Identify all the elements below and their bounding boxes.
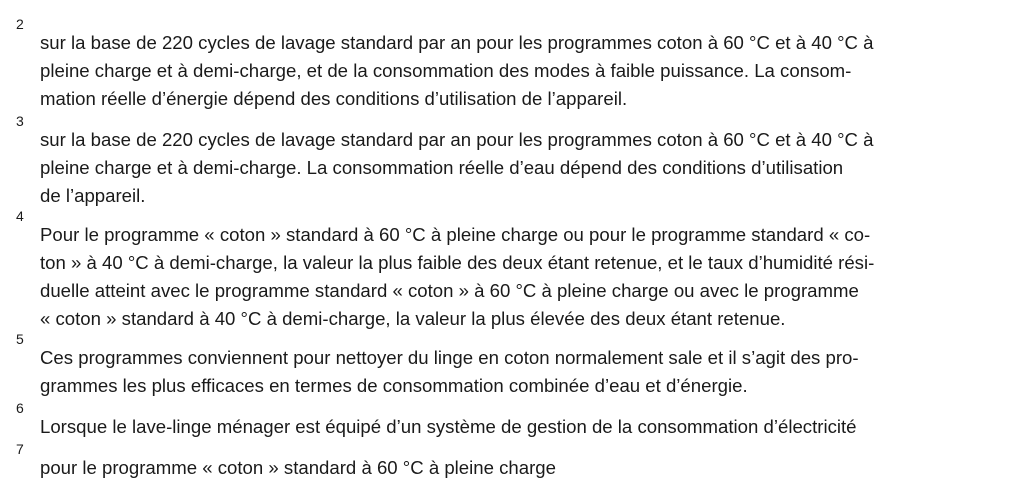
footnote-text <box>40 413 1002 441</box>
footnote-line: Lorsque le lave-linge ménager est équipé d’un système de gestion de la consommation d’électricité <box>40 416 857 437</box>
footnote-line: mation réelle d’énergie dépend des conditions d’utilisation de l’appareil. <box>40 88 628 109</box>
footnote-line: pour le programme « coton » standard à 60 °C à pleine charge <box>40 457 556 478</box>
footnote-number: 4 <box>16 208 24 224</box>
footnote-number: 2 <box>16 16 24 32</box>
footnote-line: « coton » standard à 40 °C à demi-charge, la valeur la plus élevée des deux étant retenue. <box>40 308 786 329</box>
footnote-line: de l’appareil. <box>40 185 146 206</box>
footnote-text <box>40 126 1002 210</box>
footnote-number: 7 <box>16 441 24 457</box>
footnote-text <box>40 221 1002 333</box>
footnote-line: pleine charge et à demi-charge, et de la consommation des modes à faible puissance. La consom- <box>40 60 852 81</box>
footnote-line: sur la base de 220 cycles de lavage standard par an pour les programmes coton à 60 °C et à 40 °C à <box>40 32 874 53</box>
footnote-text <box>40 29 1002 113</box>
footnote-text <box>40 454 1002 482</box>
footnote-line: duelle atteint avec le programme standard « coton » à 60 °C à pleine charge ou avec le programme <box>40 280 859 301</box>
footnote-number: 5 <box>16 331 24 347</box>
footnote-number: 3 <box>16 113 24 129</box>
footnote-line: Pour le programme « coton » standard à 60 °C à pleine charge ou pour le programme standard « co- <box>40 224 871 245</box>
footnote-line: ton » à 40 °C à demi-charge, la valeur la plus faible des deux étant retenue, et le taux d’humidité rési- <box>40 252 875 273</box>
footnote-number: 6 <box>16 400 24 416</box>
footnote-text <box>40 344 1002 400</box>
footnote-line: pleine charge et à demi-charge. La consommation réelle d’eau dépend des conditions d’utilisation <box>40 157 844 178</box>
footnote-line: grammes les plus efficaces en termes de consommation combinée d’eau et d’énergie. <box>40 375 748 396</box>
footnote-line: sur la base de 220 cycles de lavage standard par an pour les programmes coton à 60 °C et à 40 °C à <box>40 129 874 150</box>
footnote-line: Ces programmes conviennent pour nettoyer du linge en coton normalement sale et il s’agit des pro- <box>40 347 859 368</box>
